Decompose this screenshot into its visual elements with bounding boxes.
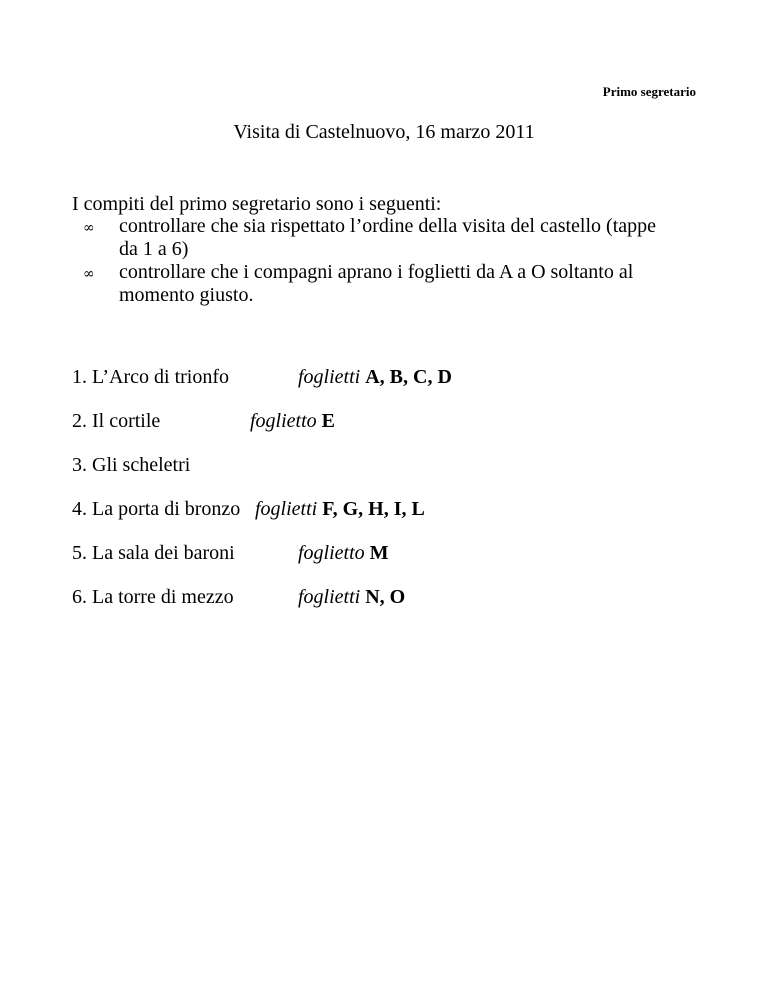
sheet-word: foglietto xyxy=(298,542,365,564)
sheet-letters: A, B, C, D xyxy=(365,366,452,388)
stop-name: 2. Il cortile xyxy=(72,410,161,432)
sheet-letters: M xyxy=(369,542,389,564)
task-text-line: controllare che sia rispettato l’ordine della visita del castello (tappe xyxy=(119,215,657,237)
stop-name: 5. La sala dei baroni xyxy=(72,542,235,564)
task-item-order xyxy=(72,215,692,261)
stops-list xyxy=(72,366,692,630)
stop-sheets xyxy=(298,542,389,565)
stop-name: 4. La porta di bronzo xyxy=(72,498,241,520)
sheet-word: foglietti xyxy=(255,498,318,520)
sheet-word: foglietto xyxy=(250,410,317,432)
stop-row xyxy=(72,498,692,542)
sheet-word: foglietti xyxy=(298,366,361,388)
stop-sheets xyxy=(250,410,335,433)
stop-row xyxy=(72,366,692,410)
intro-text: I compiti del primo segretario sono i seguenti: xyxy=(72,193,442,215)
stop-name: 1. L’Arco di trionfo xyxy=(72,366,230,388)
sheet-letters: E xyxy=(321,410,336,432)
infinity-bullet-icon: ∞ xyxy=(83,220,95,236)
stop-name: 3. Gli scheletri xyxy=(72,454,191,476)
stop-name: 6. La torre di mezzo xyxy=(72,586,234,608)
task-text-line: da 1 a 6) xyxy=(119,238,189,260)
sheet-letters: N, O xyxy=(365,586,406,608)
stop-row xyxy=(72,586,692,630)
sheet-letters: F, G, H, I, L xyxy=(322,498,425,520)
stop-sheets xyxy=(298,586,405,609)
page-title: Visita di Castelnuovo, 16 marzo 2011 xyxy=(233,121,535,143)
task-list xyxy=(72,215,692,307)
task-text-line: momento giusto. xyxy=(119,284,254,306)
role-label: Primo segretario xyxy=(602,84,696,99)
stop-row xyxy=(72,454,692,498)
stop-sheets xyxy=(255,498,425,521)
stop-row xyxy=(72,410,692,454)
stop-sheets xyxy=(298,366,452,389)
infinity-bullet-icon: ∞ xyxy=(83,266,95,282)
task-text-line: controllare che i compagni aprano i foglietti da A a O soltanto al xyxy=(119,261,634,283)
sheet-word: foglietti xyxy=(298,586,361,608)
stop-row xyxy=(72,542,692,586)
task-item-sheets xyxy=(72,261,692,307)
